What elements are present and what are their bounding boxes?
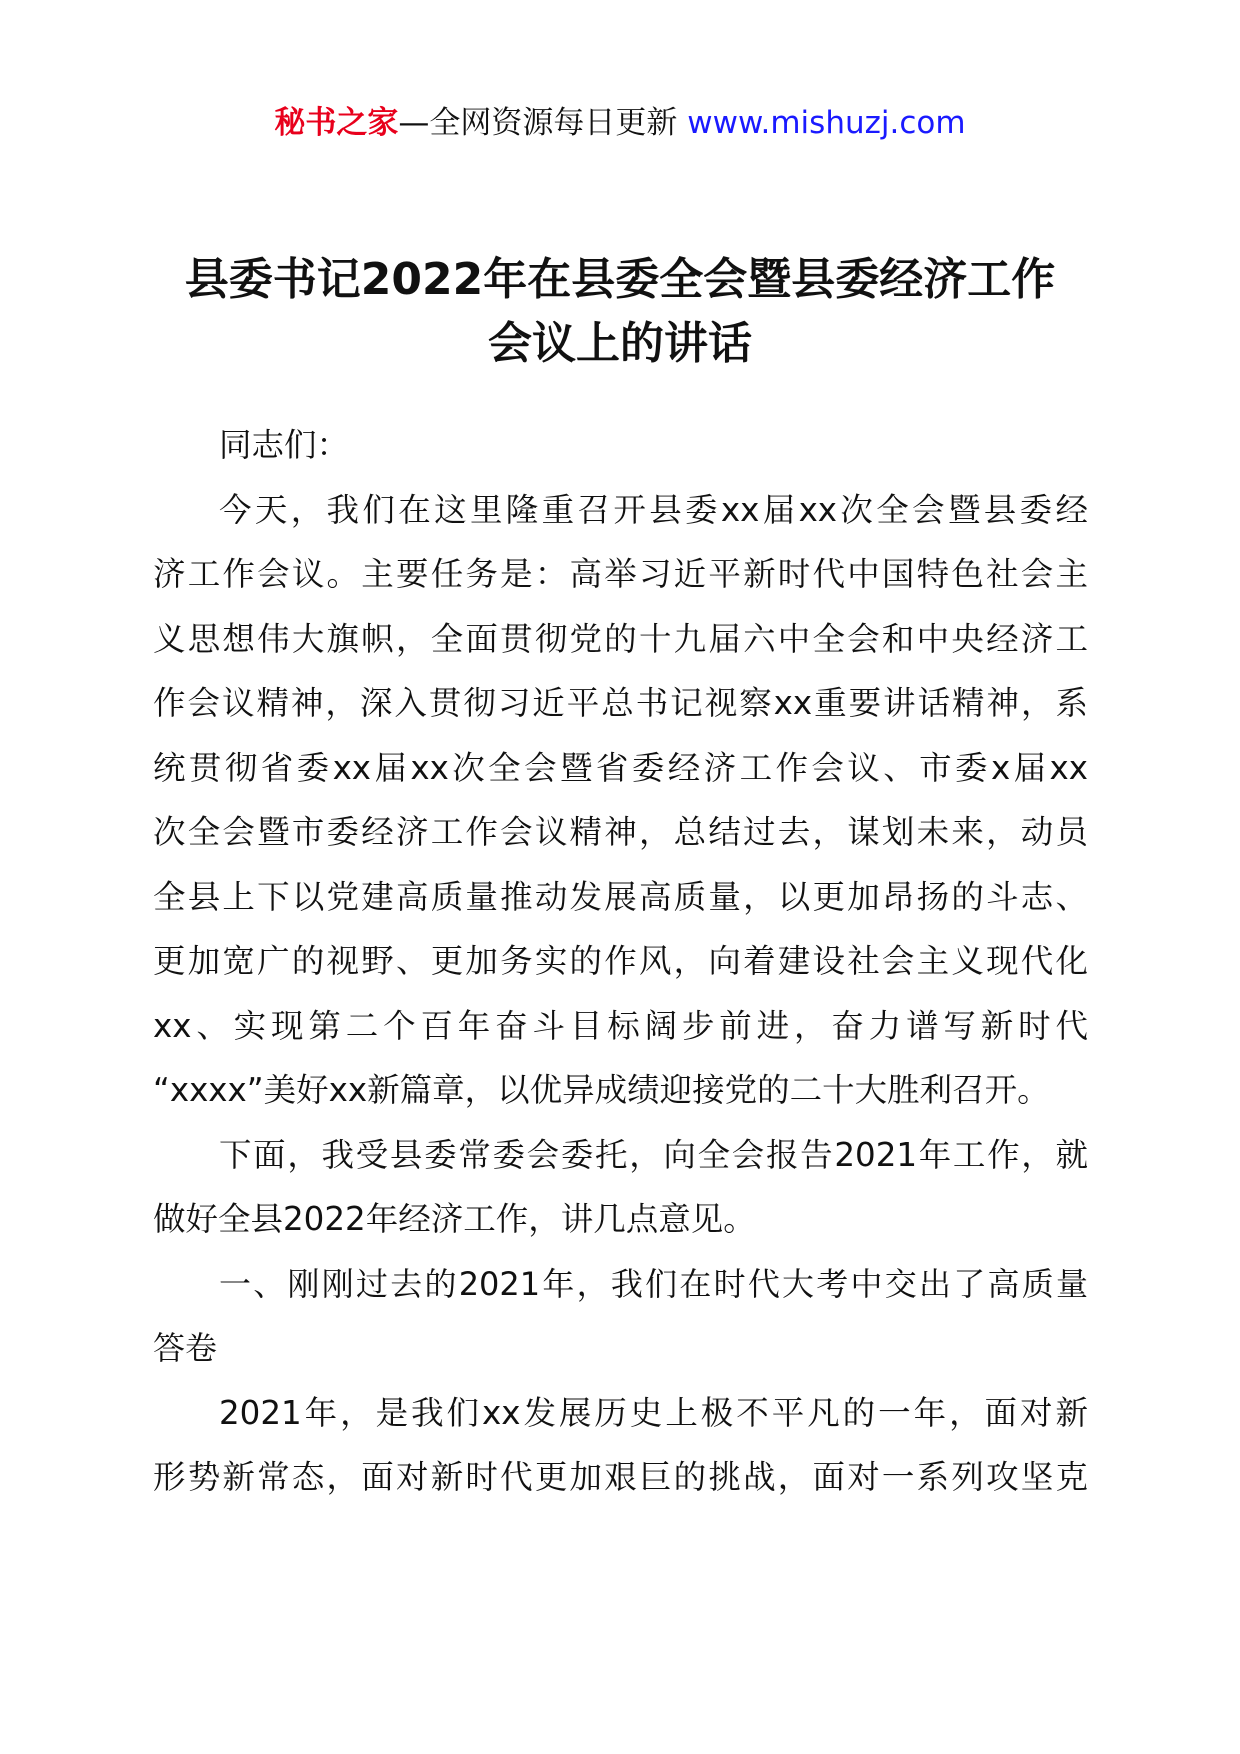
- paragraph-1-line: 作会议精神，深入贯彻习近平总书记视察xx重要讲话精神，系: [153, 684, 1088, 722]
- title-line-2: 会议上的讲话: [488, 318, 752, 369]
- paragraph-2-line: 下面，我受县委常委会委托，向全会报告2021年工作，就: [219, 1135, 1088, 1174]
- site-brand: 秘书之家: [274, 105, 399, 141]
- site-header: [0, 100, 1240, 146]
- paragraph-1-line: 次全会暨市委经济工作会议精神，总结过去，谋划未来，动员: [153, 813, 1088, 851]
- section-heading-line: 一、刚刚过去的2021年，我们在时代大考中交出了高质量: [219, 1264, 1088, 1303]
- title-line-1: 县委书记2022年在县委全会暨县委经济工作: [184, 254, 1056, 305]
- paragraph-1-line: 统贯彻省委xx届xx次全会暨省委经济工作会议、市委x届xx: [153, 748, 1088, 787]
- section-heading-line: 答卷: [153, 1329, 218, 1367]
- paragraph-1-line: xx、实现第二个百年奋斗目标阔步前进，奋力谱写新时代: [153, 1006, 1088, 1045]
- document-body: [153, 413, 1088, 1510]
- document-title: [150, 248, 1090, 376]
- paragraph-3-line: 2021年，是我们xx发展历史上极不平凡的一年，面对新: [219, 1393, 1088, 1432]
- salutation: 同志们：: [219, 426, 350, 464]
- paragraph-1-line: 今天，我们在这里隆重召开县委xx届xx次全会暨县委经: [219, 490, 1088, 529]
- paragraph-2-line: 做好全县2022年经济工作，讲几点意见。: [153, 1200, 756, 1238]
- paragraph-1-line: 全县上下以党建高质量推动发展高质量，以更加昂扬的斗志、: [153, 877, 1088, 916]
- paragraph-1-line: 义思想伟大旗帜，全面贯彻党的十九届六中全会和中央经济工: [153, 619, 1088, 658]
- paragraph-1-line: 更加宽广的视野、更加务实的作风，向着建设社会主义现代化: [153, 942, 1088, 980]
- paragraph-1-line: “xxxx”美好xx新篇章，以优异成绩迎接党的二十大胜利召开。: [153, 1071, 1050, 1109]
- paragraph-3-line: 形势新常态，面对新时代更加艰巨的挑战，面对一系列攻坚克: [153, 1458, 1088, 1496]
- site-url-link[interactable]: www.mishuzj.com: [687, 105, 966, 141]
- site-slogan: —全网资源每日更新: [398, 105, 688, 141]
- paragraph-1-line: 济工作会议。主要任务是：高举习近平新时代中国特色社会主: [153, 555, 1088, 593]
